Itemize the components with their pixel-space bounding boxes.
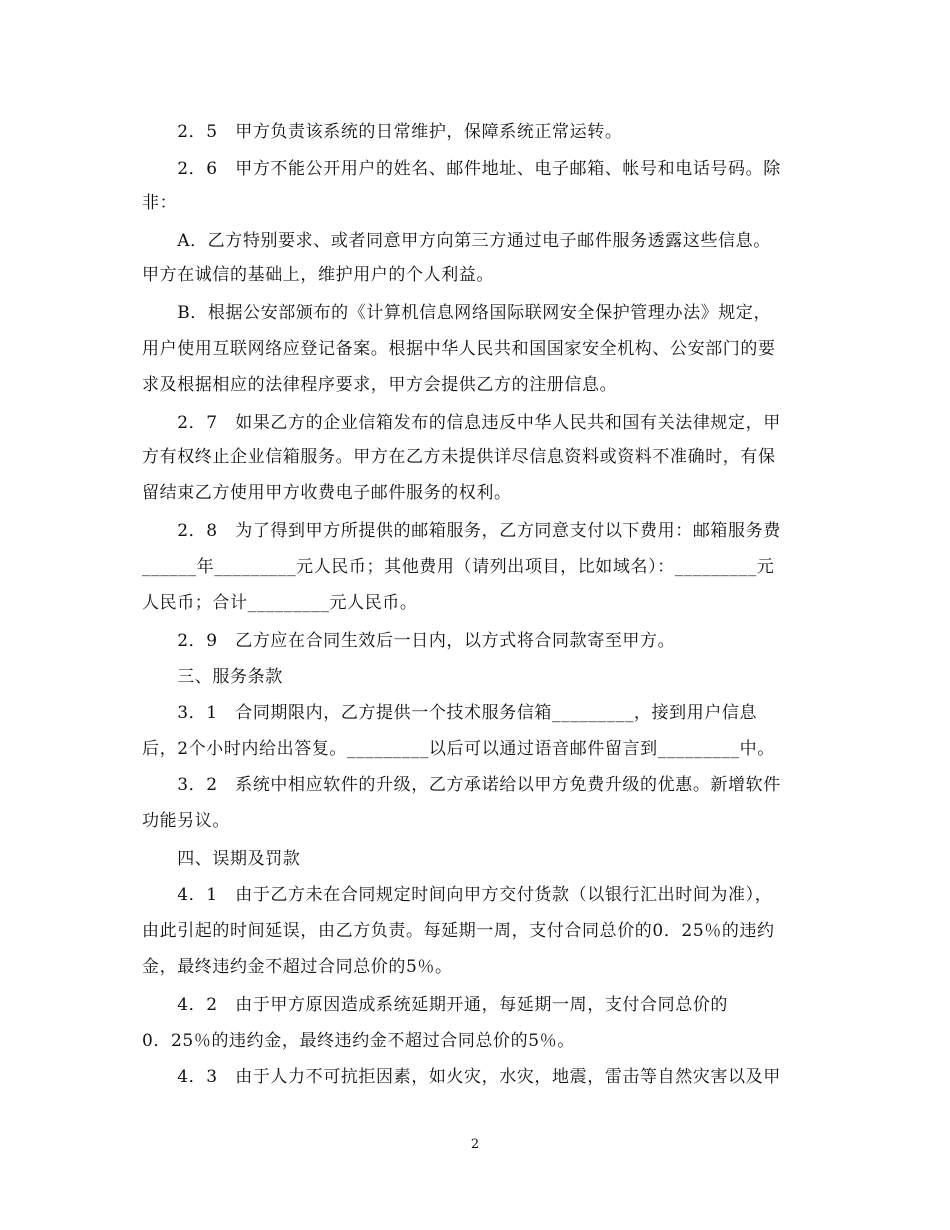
section-3-heading: 三、服务条款	[142, 667, 283, 687]
item-a-line-2: 甲方在诚信的基础上，维护用户的个人利益。	[142, 265, 494, 285]
paragraph-3-2-line-1: 3．2 系统中相应软件的升级，乙方承诺给以甲方免费升级的优惠。新增软件	[142, 775, 781, 795]
paragraph-3-1-line-2: 后，2个小时内给出答复。_________以后可以通过语音邮件留言到_________中。	[142, 739, 775, 759]
item-b-line-3: 求及根据相应的法律程序要求，甲方会提供乙方的注册信息。	[142, 375, 618, 395]
paragraph-2-9: 2．9 乙方应在合同生效后一日内，以方式将合同款寄至甲方。	[142, 631, 676, 651]
item-b-line-1: B．根据公安部颁布的《计算机信息网络国际联网安全保护管理办法》规定，	[142, 303, 772, 323]
paragraph-4-2-line-1: 4．2 由于甲方原因造成系统延期开通，每延期一周，支付合同总价的	[142, 995, 729, 1015]
page-number: 2	[470, 1137, 480, 1152]
paragraph-4-1-line-3: 金，最终违约金不超过合同总价的5％。	[142, 957, 453, 977]
paragraph-2-6-line-2: 非：	[142, 193, 178, 213]
paragraph-2-8-line-2: ______年_________元人民币；其他费用（请列出项目，比如域名）：_________元	[142, 557, 775, 577]
paragraph-2-7-line-1: 2．7 如果乙方的企业信箱发布的信息违反中华人民共和国有关法律规定，甲	[142, 413, 781, 433]
paragraph-2-8-line-1: 2．8 为了得到甲方所提供的邮箱服务，乙方同意支付以下费用：邮箱服务费	[142, 521, 781, 541]
paragraph-4-2-line-2: 0．25％的违约金，最终违约金不超过合同总价的5％。	[142, 1031, 575, 1051]
paragraph-2-7-line-2: 方有权终止企业信箱服务。甲方在乙方未提供详尽信息资料或资料不准确时，有保	[142, 447, 776, 467]
paragraph-3-2-line-2: 功能另议。	[142, 811, 230, 831]
section-4-heading: 四、误期及罚款	[142, 849, 301, 869]
paragraph-4-3-line-1: 4．3 由于人力不可抗拒因素，如火灾，水灾，地震，雷击等自然灾害以及甲	[142, 1067, 781, 1087]
paragraph-2-7-line-3: 留结束乙方使用甲方收费电子邮件服务的权利。	[142, 483, 512, 503]
paragraph-4-1-line-2: 由此引起的时间延误，由乙方负责。每延期一周，支付合同总价的0．25％的违约	[142, 921, 775, 941]
paragraph-2-5: 2．5 甲方负责该系统的日常维护，保障系统正常运转。	[142, 122, 623, 142]
item-b-line-2: 用户使用互联网络应登记备案。根据中华人民共和国国家安全机构、公安部门的要	[142, 339, 776, 359]
paragraph-3-1-line-1: 3．1 合同期限内，乙方提供一个技术服务信箱_________，接到用户信息	[142, 703, 758, 723]
paragraph-4-1-line-1: 4．1 由于乙方未在合同规定时间向甲方交付货款（以银行汇出时间为准），	[142, 885, 773, 905]
paragraph-2-6-line-1: 2．6 甲方不能公开用户的姓名、邮件地址、电子邮箱、帐号和电话号码。除	[142, 159, 781, 179]
item-a-line-1: A．乙方特别要求、或者同意甲方向第三方通过电子邮件服务透露这些信息。	[142, 231, 771, 251]
paragraph-2-8-line-3: 人民币；合计_________元人民币。	[142, 593, 418, 613]
